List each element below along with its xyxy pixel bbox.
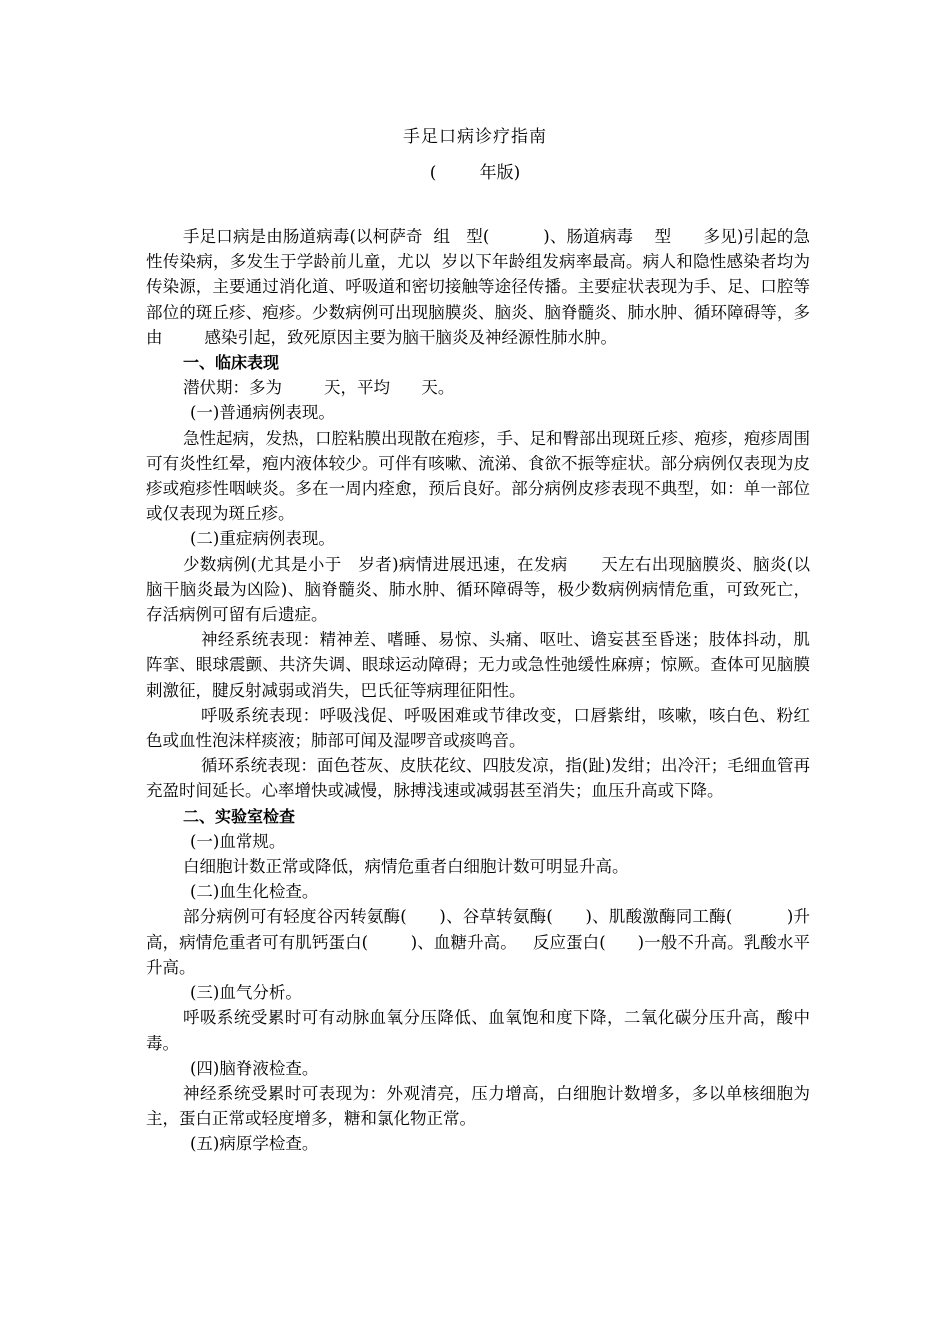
subsection-heading: (四)脑脊液检查。 (190, 1058, 319, 1078)
subsection-heading: (一)普通病例表现。 (190, 403, 335, 423)
body-paragraph: 白细胞计数正常或降低，病情危重者白细胞计数可明显升高。 (183, 857, 629, 877)
body-paragraph: 手足口病是由肠道病毒(以柯萨奇 组 型( )、肠道病毒 型 多见)引起的急性传染病，多发生于学龄前儿童，尤以 岁以下年龄组发病率最高。病人和隐性感染者均为传染源，主要通过消化道、呼吸道和密切接触等途径传播。主要症状表现为手、足、口腔等部位的斑丘疹、疱疹。少数病例可出现脑膜炎、脑炎、脑脊髓炎、肺水肿、循环障碍等，多由 感染引起，致死原因主要为脑干脑炎及神经源性肺水肿。 (146, 227, 810, 347)
body-paragraph: 呼吸系统受累时可有动脉血氧分压降低、血氧饱和度下降，二氧化碳分压升高，酸中毒。 (146, 1008, 810, 1053)
body-paragraph: 潜伏期：多为 天，平均 天。 (183, 378, 455, 398)
section-heading: 二、实验室检查 (183, 806, 296, 826)
document-subtitle: ( 年版) (429, 163, 521, 183)
body-paragraph: 循环系统表现：面色苍灰、皮肤花纹、四肢发凉，指(趾)发绀；出冷汗；毛细血管再充盈时间延长。心率增快或减慢，脉搏浅速或减弱甚至消失；血压升高或下降。 (146, 756, 810, 801)
subsection-heading: (二)血生化检查。 (190, 882, 319, 902)
body-paragraph: 呼吸系统表现：呼吸浅促、呼吸困难或节律改变，口唇紫绀，咳嗽，咳白色、粉红色或血性泡沫样痰液；肺部可闻及湿啰音或痰鸣音。 (146, 705, 810, 751)
body-paragraph: 神经系统表现：精神差、嗜睡、易惊、头痛、呕吐、谵妄甚至昏迷；肢体抖动，肌阵挛、眼球震颤、共济失调、眼球运动障碍；无力或急性弛缓性麻痹；惊厥。查体可见脑膜刺激征，腱反射减弱或消失，巴氏征等病理征阳性。 (146, 630, 810, 700)
subsection-heading: (三)血气分析。 (190, 983, 302, 1003)
document-title: 手足口病诊疗指南 (403, 127, 547, 147)
body-paragraph: 少数病例(尤其是小于 岁者)病情进展迅速，在发病 天左右出现脑膜炎、脑炎(以脑干脑炎最为凶险)、脑脊髓炎、肺水肿、循环障碍等，极少数病例病情危重，可致死亡，存活病例可留有后遗症。 (146, 554, 810, 625)
section-heading: 一、临床表现 (183, 353, 280, 373)
subsection-heading: (一)血常规。 (190, 831, 286, 851)
body-paragraph: 急性起病，发热，口腔粘膜出现散在疱疹，手、足和臀部出现斑丘疹、疱疹，疱疹周围可有炎性红晕，疱内液体较少。可伴有咳嗽、流涕、食欲不振等症状。部分病例仅表现为皮疹或疱疹性咽峡炎。多在一周内痊愈，预后良好。部分病例皮疹表现不典型，如：单一部位或仅表现为斑丘疹。 (146, 428, 810, 524)
body-paragraph: 部分病例可有轻度谷丙转氨酶( )、谷草转氨酶( )、肌酸激酶同工酶( )升高，病情危重者可有肌钙蛋白( )、血糖升高。 反应蛋白( )一般不升高。乳酸水平升高。 (146, 907, 810, 977)
subsection-heading: (五)病原学检查。 (190, 1134, 319, 1154)
document-body (146, 224, 810, 1157)
subsection-heading: (二)重症病例表现。 (190, 529, 335, 549)
body-paragraph: 神经系统受累时可表现为：外观清亮，压力增高，白细胞计数增多，多以单核细胞为主，蛋白正常或轻度增多，糖和氯化物正常。 (146, 1083, 810, 1129)
